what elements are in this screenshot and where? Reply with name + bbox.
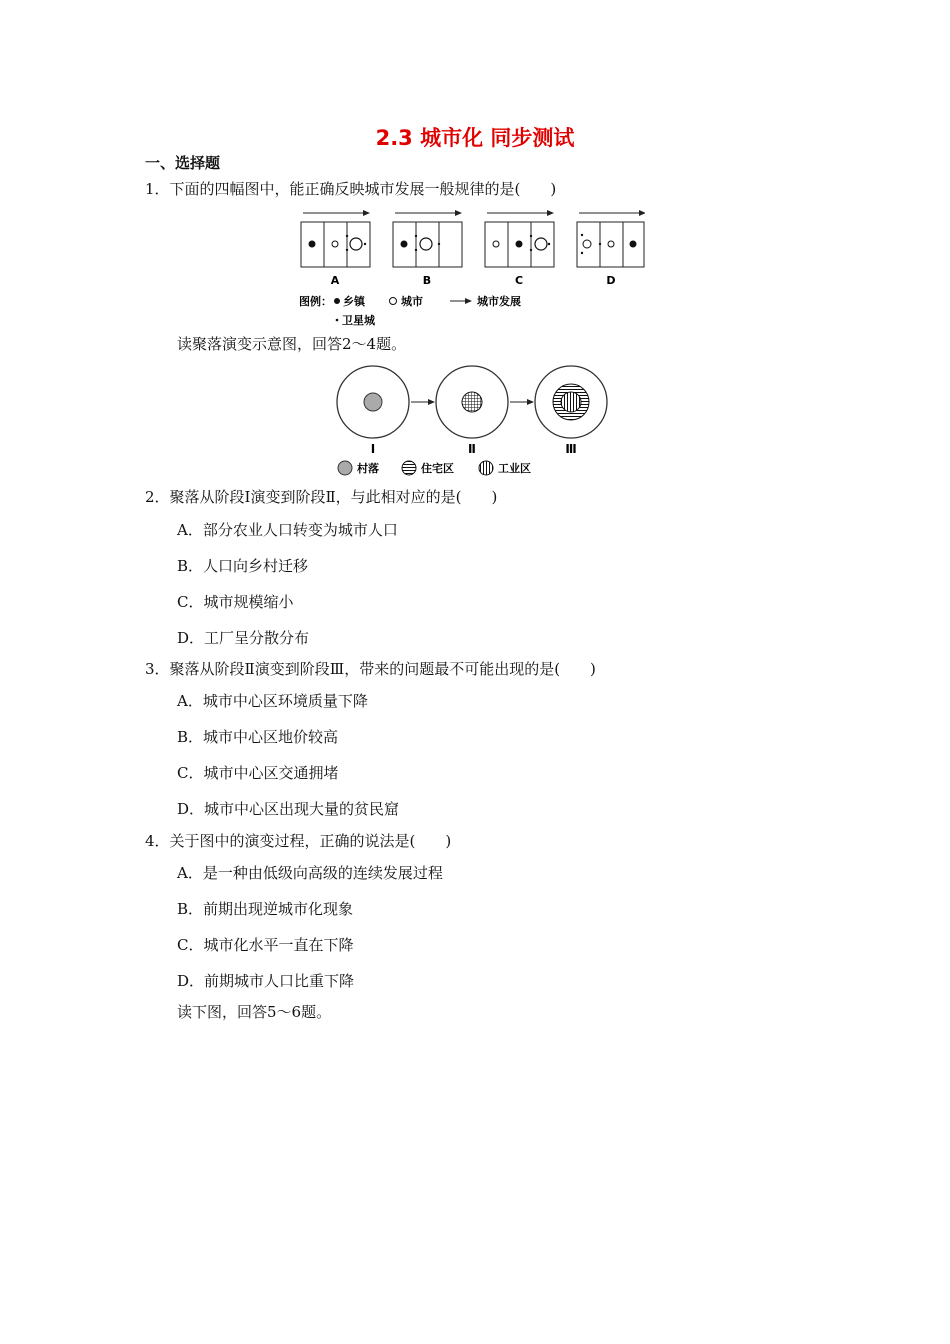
stage-1: [337, 366, 409, 438]
panel-label-c: C: [514, 274, 524, 287]
legend-residential-icon: [402, 461, 416, 475]
q3-option-b: B．城市中心区地价较高: [177, 728, 339, 746]
panel-b: [393, 213, 462, 267]
q2-option-a: A．部分农业人口转变为城市人口: [177, 521, 398, 539]
q4-option-c: C．城市化水平一直在下降: [177, 936, 354, 954]
q3-option-d: D．城市中心区出现大量的贫民窟: [177, 800, 400, 818]
stage-label-2: Ⅱ: [468, 442, 476, 456]
legend-village-icon: [338, 461, 352, 475]
legend-prefix: 图例：: [299, 295, 332, 308]
legend-residential: 住宅区: [421, 462, 454, 475]
legend-town-icon: [334, 298, 340, 304]
panel-d: [577, 213, 645, 267]
section-heading: 一、选择题: [145, 154, 221, 172]
panel-a: [301, 213, 370, 267]
stage-2: [436, 366, 508, 438]
q4-option-d: D．前期城市人口比重下降: [177, 972, 355, 990]
panel-label-b: B: [422, 274, 432, 287]
intro-5-6: 读下图，回答5～6题。: [177, 1003, 332, 1021]
stage-3: [535, 366, 607, 438]
legend-town: 乡镇: [343, 295, 365, 308]
legend-city: 城市: [401, 295, 423, 308]
q3-option-a: A．城市中心区环境质量下降: [177, 692, 368, 710]
legend-city-icon: [390, 298, 397, 305]
legend-village: 村落: [357, 462, 379, 475]
panel-c: [485, 213, 554, 267]
legend-industrial-icon: [479, 461, 493, 475]
question-3: 3．聚落从阶段Ⅱ演变到阶段Ⅲ，带来的问题最不可能出现的是( ): [145, 660, 596, 678]
legend-satellite: 卫星城: [342, 314, 375, 327]
question-1: 1．下面的四幅图中，能正确反映城市发展一般规律的是( ): [145, 180, 557, 198]
q4-option-a: A．是一种由低级向高级的连续发展过程: [177, 864, 443, 882]
legend-arrow: 城市发展: [477, 295, 521, 308]
stage-label-1: Ⅰ: [370, 442, 376, 456]
q3-option-c: C．城市中心区交通拥堵: [177, 764, 339, 782]
q2-option-b: B．人口向乡村迁移: [177, 557, 309, 575]
q2-option-d: D．工厂呈分散分布: [177, 629, 310, 647]
page-title: 2.3 城市化 同步测试: [375, 126, 575, 150]
question-2: 2．聚落从阶段Ⅰ演变到阶段Ⅱ，与此相对应的是( ): [145, 488, 498, 506]
q2-option-c: C．城市规模缩小: [177, 593, 294, 611]
figure-city-development: [295, 205, 645, 330]
q4-option-b: B．前期出现逆城市化现象: [177, 900, 354, 918]
question-4: 4．关于图中的演变过程，正确的说法是( ): [145, 832, 452, 850]
stage-label-3: Ⅲ: [565, 442, 577, 456]
legend-satellite-icon: [336, 319, 339, 322]
legend-industrial: 工业区: [498, 462, 531, 475]
panel-label-d: D: [606, 274, 616, 287]
intro-2-4: 读聚落演变示意图，回答2～4题。: [177, 335, 407, 353]
panel-label-a: A: [330, 274, 340, 287]
figure-settlement-evolution: [330, 362, 620, 480]
